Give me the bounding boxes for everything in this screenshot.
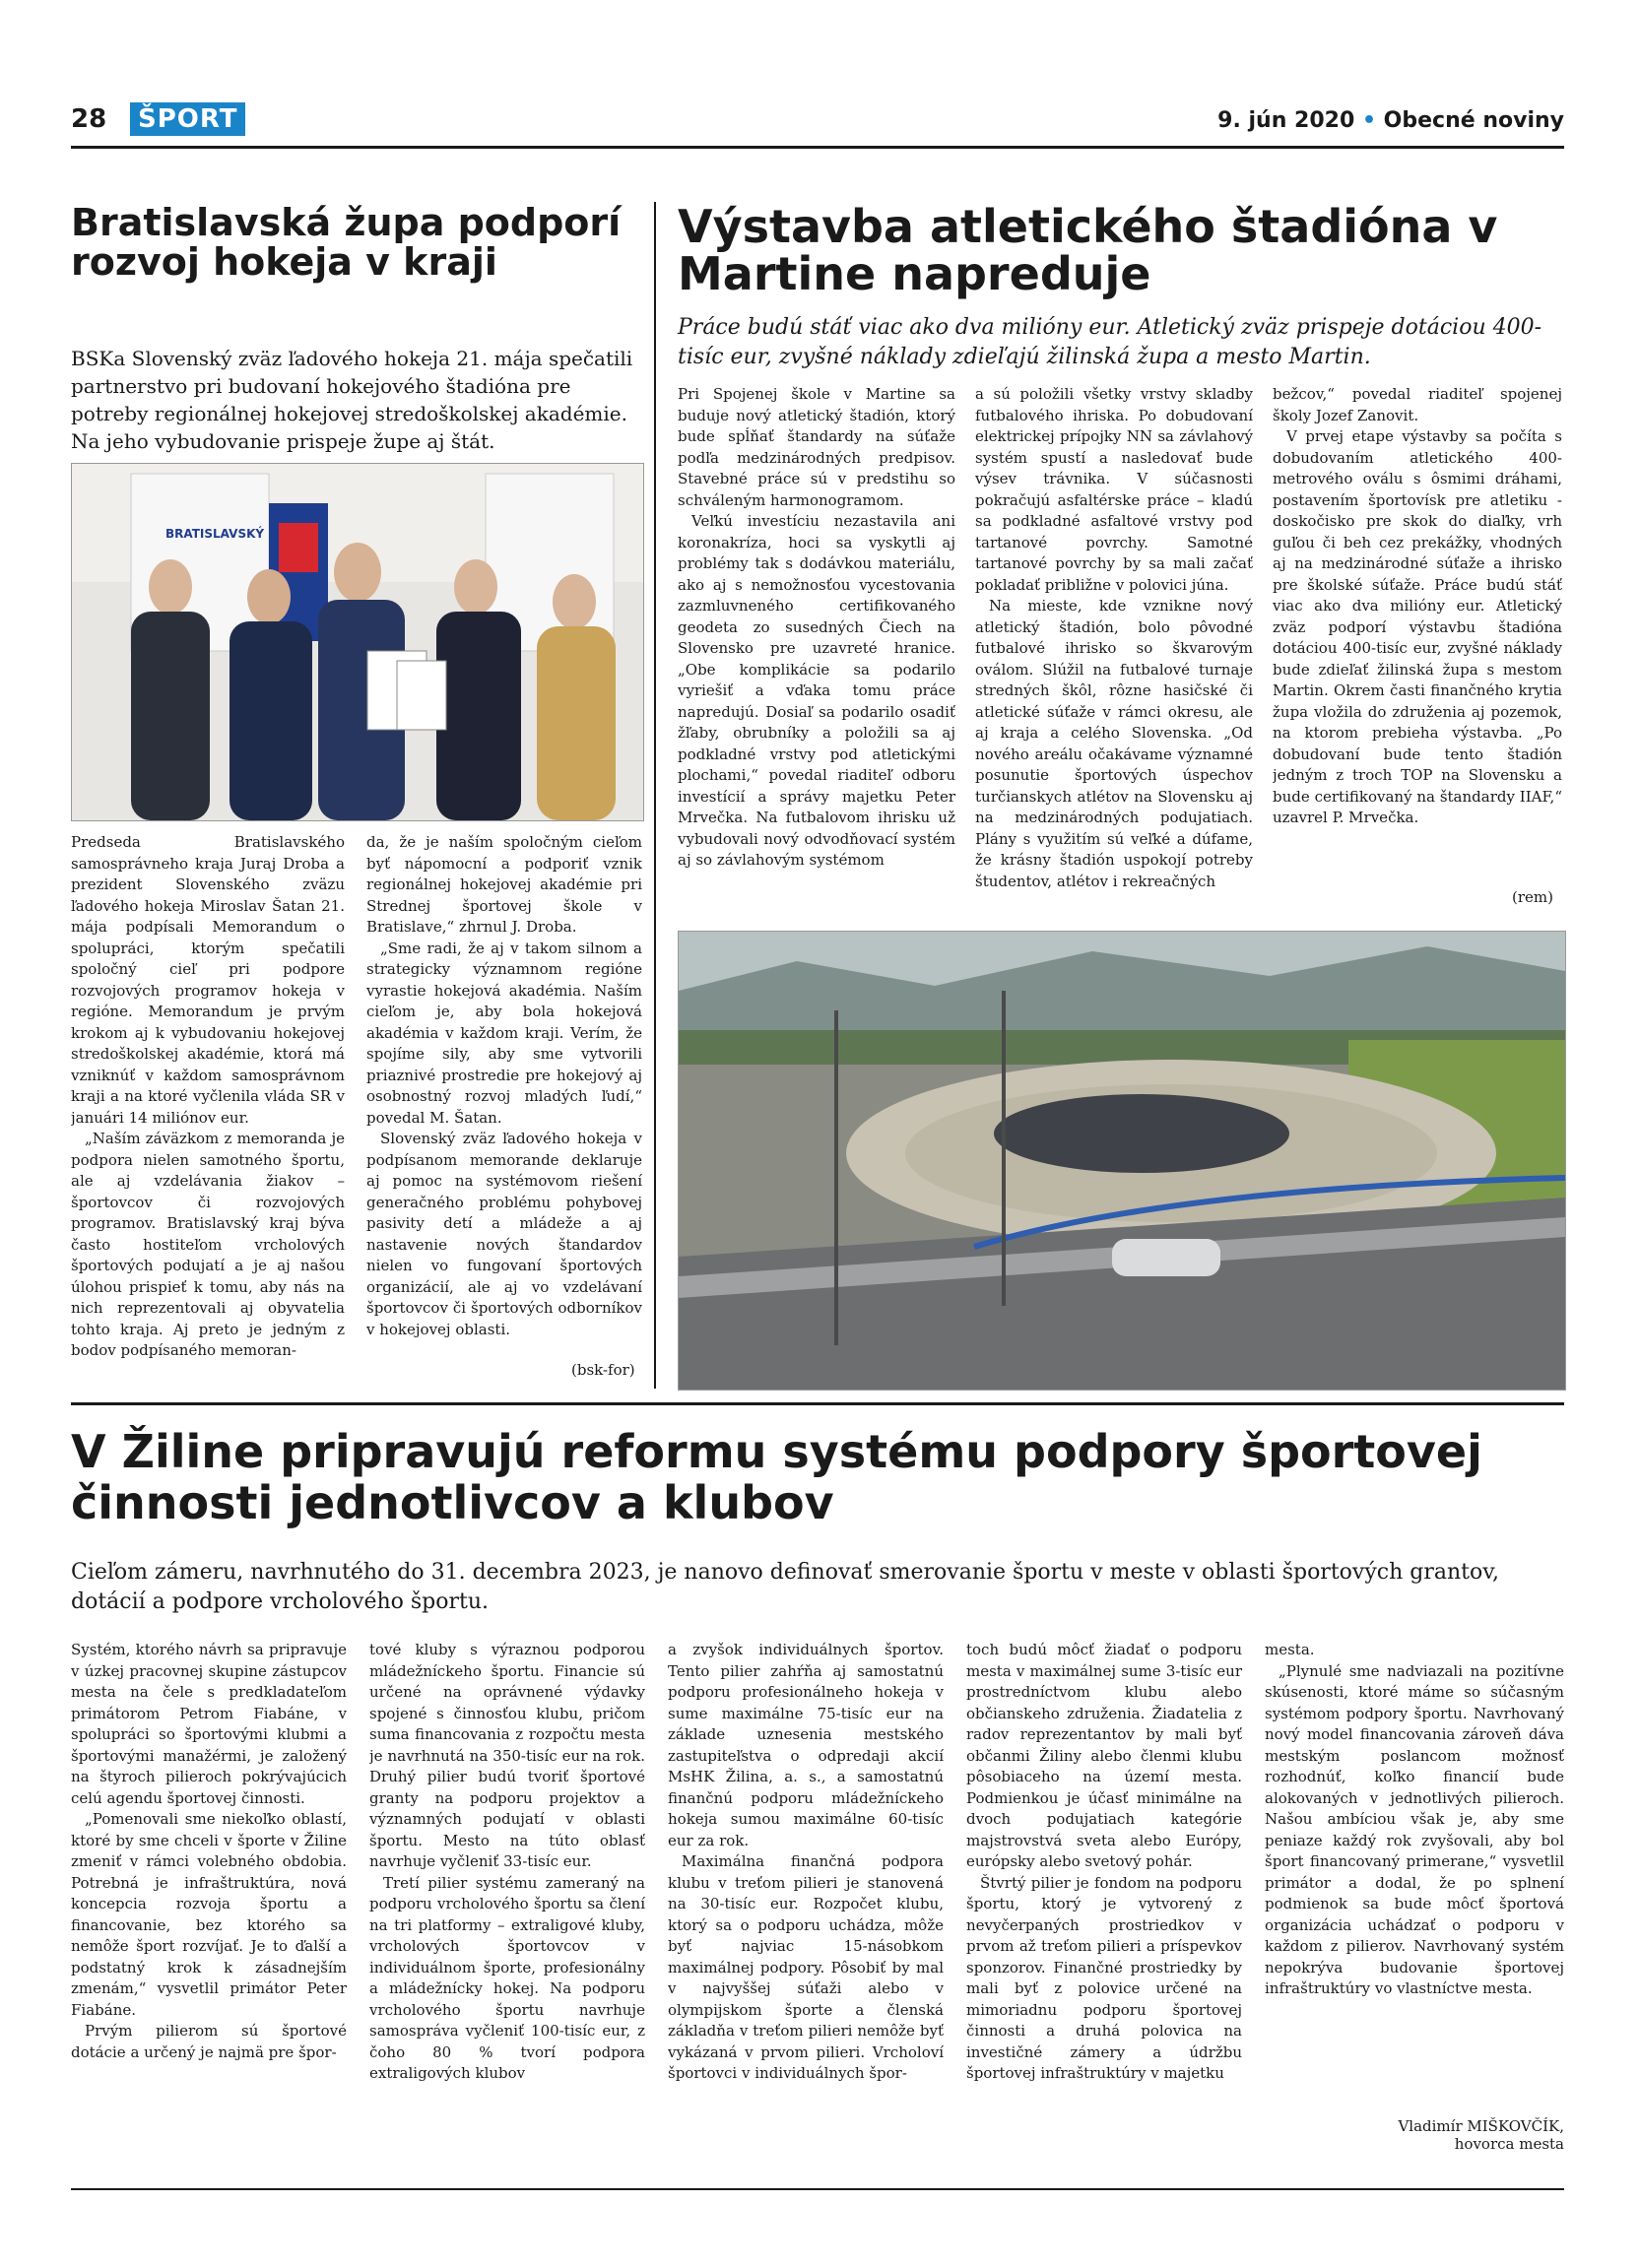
column-divider	[654, 202, 656, 1389]
paragraph: Systém, ktorého návrh sa pripravuje v úzkej pracovnej skupine zástupcov mesta na čele s predkladateľom primátorom Petrom Fiabáne, v spolupráci so športovými klubmi a športovými manažérmi, je založený na štyroch pilieroch pokrývajúcich celú agendu športovej činnosti.	[71, 1641, 347, 1807]
author-role: hovorca mesta	[1454, 2135, 1564, 2153]
page-header	[71, 102, 1564, 148]
article2-column-1	[678, 384, 955, 916]
article3-column-3	[668, 1640, 944, 2181]
author-name: Vladimír MIŠKOVČÍK,	[1398, 2117, 1564, 2135]
issue-info	[1217, 108, 1564, 133]
paragraph: Predseda Bratislavského samosprávneho kraja Juraj Droba a prezident Slovenského zväzu ľadového hokeja Miroslav Šatan 21. mája podpísali Memorandum o spolupráci, ktorým spečatili spoločný cieľ pri podpore rozvojových programov hokeja v regióne. Memorandum je prvým krokom aj k vybudovaniu hokejovej stredoškolskej akadémie, ktorá má vzniknúť v každom samosprávnom kraji a na ktoré vyčlenila vláda SR v januári 14 miliónov eur.	[71, 833, 345, 1127]
paragraph: Prvým pilierom sú športové dotácie a určený je najmä pre špor-	[71, 2022, 347, 2061]
issue-date: 9. jún 2020	[1217, 108, 1355, 133]
paragraph: tové kluby s výraznou podporou mládežníckeho športu. Financie sú určené na oprávnené výdavky spojené s činnosťou klubu, pričom suma financovania z rozpočtu mesta je navrhnutá na 350-tisíc eur na rok. Druhý pilier budú tvoriť športové granty na podporu projektov a významných podujatí v oblasti športu. Mesto na túto oblasť navrhuje vyčleniť 33-tisíc eur.	[369, 1641, 645, 1870]
paragraph: V prvej etape výstavby sa počíta s dobudovaním atletického 400-metrového oválu s ôsmimi dráhami, postavením športovísk pre atletiku - doskočisko pre skok do diaľky, vrh guľou či beh cez prekážky, vhodných aj na medzinárodné súťaže a ihrisko pre školské súťaže. Práce budú stáť viac ako dva milióny eur. Atletický zväz podporí výstavbu štadióna dotáciou 400-tisíc eur, zvyšné náklady bude zdieľať žilinská župa s mestom Martin. Okrem časti finančného krytia župa vložila do združenia aj pozemok, na ktorom prebieha výstavba. „Po dobudovaní bude tento štadión jedným z troch TOP na Slovensku a bude certifikovaný na štandardy IIAF,“ uzavrel P. Mrvečka.	[1273, 427, 1562, 826]
page-number: 28	[71, 104, 107, 134]
article-bratislava	[71, 203, 623, 282]
article3-column-5	[1265, 1640, 1564, 2112]
article-lead: Cieľom zámeru, navrhnutého do 31. decembra 2023, je nanovo definovať smerovanie športu v meste v oblasti športových grantov, dotácií a podpore vrcholového športu.	[71, 1560, 1500, 1614]
separator-dot: •	[1361, 108, 1376, 133]
paragraph: „Pomenovali sme niekoľko oblastí, ktoré by sme chceli v športe v Žiline zmeniť v rámci volebného obdobia. Potrebná je infraštruktúra, nová koncepcia rozvoja športu a financovanie, bez ktorého sa nemôže šport rozvíjať. Je to ďalší a podstatný krok k zásadnejším zmenám,“ vysvetlil primátor Peter Fiabáne.	[71, 1810, 347, 2019]
article2-column-3	[1273, 384, 1562, 881]
article-title: Bratislavská župa podporí rozvoj hokeja v kraji	[71, 201, 622, 284]
article3-column-4	[966, 1640, 1242, 2181]
article2-column-2	[975, 384, 1253, 916]
header-rule	[71, 146, 1564, 149]
article-lead: Práce budú stáť viac ako dva milióny eur. Atletický zväz prispeje dotáciou 400-tisíc eur, zvyšné náklady zdieľajú žilinská župa a mesto Martin.	[678, 315, 1542, 369]
photo-banner-text: BRATISLAVSKÝ	[165, 527, 265, 541]
paragraph: da, že je naším spoločným cieľom byť nápomocní a podporiť vznik regionálnej hokejovej akadémie pri Strednej športovej škole v Bratislave,“ zhrnul J. Droba.	[366, 833, 642, 936]
article-zilina	[71, 1426, 1564, 1528]
paragraph: „Sme radi, že aj v takom silnom a strategicky významnom regióne vyrastie hokejová akadémia. Naším cieľom je, aby bola hokejová akadémia v každom kraji. Verím, že spojíme sily, aby sme vytvorili priaznivé prostredie pre hokejový aj osobnostný rozvoj mladých ľudí,“ povedal M. Šatan.	[366, 939, 642, 1127]
article1-column-2	[366, 832, 642, 1384]
article-title: V Žiline pripravujú reformu systému podpory športovej činnosti jednotlivcov a klubov	[71, 1425, 1482, 1529]
section-label: ŠPORT	[130, 102, 245, 136]
paragraph: a zvyšok individuálnych športov. Tento pilier zahŕňa aj samostatnú podporu profesionálneho hokeja v sume maximálne 75-tisíc eur na základe uznesenia mestského zastupiteľstva o odpredaji akcií MsHK Žilina, a. s., a samostatnú finančnú podporu mládežníckeho hokeja sumou maximálne 60-tisíc eur za rok.	[668, 1641, 944, 1849]
paragraph: a sú položili všetky vrstvy skladby futbalového ihriska. Po dobudovaní elektrickej prípojky NN sa závlahový systém spustí a nasledovať bude výsev trávnika. V súčasnosti pokračujú asfaltérske práce – kladú sa podkladné asfaltové vrstvy pod tartanové povrchy. Samotné tartanové povrchy by sa mali začať pokladať približne v polovici júna.	[975, 385, 1253, 594]
paragraph: Maximálna finančná podpora klubu v treťom pilieri je stanovená na 30-tisíc eur. Rozpočet klubu, ktorý sa o podporu uchádza, môže byť najviac 15-násobkom maximálnej podpory. Pôsobiť by mal v najvyššej súťaži alebo v olympijskom športe a členská základňa v treťom pilieri nemôže byť vykázaná v prvom pilieri. Vrcholoví športovci v individuálnych špor-	[668, 1852, 944, 2082]
paragraph: mesta.	[1265, 1641, 1315, 1658]
photo-signing	[71, 463, 644, 821]
article3-column-1	[71, 1640, 347, 2181]
paragraph: „Plynulé sme nadviazali na pozitívne skúsenosti, ktoré máme so súčasným systémom podpory športu. Navrhovaný nový model financovania zároveň dáva mestským poslancom možnosť rozhodnúť, koľko financií bude alokovaných v jednotlivých pilieroch. Našou ambíciou však je, aby sme peniaze každý rok zvyšovali, aby bol šport financovaný primerane,“ vysvetlil primátor a dodal, že po splnení podmienok sa bude môcť športová organizácia uchádzať o podporu v každom z pilierov. Navrhovaný systém nepokrýva budovanie športovej infraštruktúry vo vlastníctve mesta.	[1265, 1661, 1564, 1997]
article2-credit: (rem)	[1512, 888, 1553, 906]
footer-rule	[71, 2188, 1564, 2190]
photo-signing-graphic	[72, 464, 643, 820]
article-title: Výstavba atletického štadióna v Martine napreduje	[678, 200, 1498, 300]
paragraph: toch budú môcť žiadať o podporu mesta v maximálnej sume 3-tisíc eur prostredníctvom klubu alebo občianskeho združenia. Žiadatelia z radov reprezentantov by mali byť občanmi Žiliny alebo členmi klubu pôsobiaceho na území mesta. Podmienkou je účasť minimálne na dvoch podujatiach kategórie majstrovstvá sveta alebo Európy, európsky alebo svetový pohár.	[966, 1641, 1242, 1870]
paragraph: Slovenský zväz ľadového hokeja v podpísanom memorande deklaruje aj pomoc na systémovom riešení generačného problému pohybovej pasivity detí a mládeže a aj nastavenie nových štandardov nielen vo fungovaní športových organizácií, ale aj vo vzdelávaní športovcov či športových odborníkov v hokejovej oblasti.	[366, 1130, 642, 1338]
paragraph: „Naším záväzkom z memoranda je podpora nielen samotného športu, ale aj vzdelávania žiakov – športovcov či rozvojových programov. Bratislavský kraj býva často hostiteľom vrcholových športových podujatí a je aj našou úlohou prispieť k tomu, aby nás na nich reprezentovali aj obyvatelia tohto kraja. Aj preto je jedným z bodov podpísaného memoran-	[71, 1130, 345, 1359]
section-rule	[71, 1402, 1564, 1405]
article3-author	[1265, 2117, 1564, 2153]
paragraph: Na mieste, kde vznikne nový atletický štadión, bolo pôvodné futbalové ihrisko so škvarovým oválom. Slúžil na futbalové turnaje stredných škôl, rôzne hasičské či atletické súťaže v rámci okresu, ale aj kraja a celého Slovenska. „Od nového areálu očakávame významné posunutie športových úspechov turčianskych atlétov na Slovensku aj na medzinárodných podujatiach. Plány s využitím sú veľké a dúfame, že krásny štadión uspokojí potreby študentov, atlétov i rekreačných	[975, 597, 1253, 890]
paragraph: Veľkú investíciu nezastavila ani koronakríza, hoci sa vyskytli aj problémy tak s dodávkou materiálu, ako aj s nemožnosťou vycestovania zazmluvneného certifikovaného geodeta zo susedných Čiech na Slovensko pre uzavreté hranice. „Obe komplikácie sa podarilo vyriešiť a vďaka tomu práce napredujú. Dosiaľ sa podarilo osadiť žľaby, obrubníky a položili sa aj podkladné vrstvy pod atletickými plochami,“ povedal riaditeľ odboru investícií a správy majetku Peter Mrvečka. Na futbalovom ihrisku už vybudovali nový odvodňovací systém aj so závlahovým systémom	[678, 512, 955, 869]
article3-column-2	[369, 1640, 645, 2181]
paragraph: Štvrtý pilier je fondom na podporu športu, ktorý je vytvorený z nevyčerpaných prostriedkov v prvom až treťom pilieri a príspevkov sponzorov. Finančné prostriedky by mali byť z polovice určené na mimoriadnu podporu športovej činnosti a druhá polovica na investičné zámery a údržbu športovej infraštruktúry v majetku	[966, 1873, 1242, 2082]
article-martin	[678, 200, 1564, 300]
article1-credit: (bsk-for)	[571, 1361, 635, 1379]
article-lead: BSKa Slovenský zväz ľadového hokeja 21. mája spečatili partnerstvo pri budovaní hokejového štadióna pre potreby regionálnej hokejovej stredoškolskej akadémie. Na jeho vybudovanie prispeje župe aj štát.	[71, 347, 633, 453]
paragraph: bežcov,“ povedal riaditeľ spojenej školy Jozef Zanovit.	[1273, 385, 1562, 424]
article1-column-1	[71, 832, 345, 1384]
publication-name: Obecné noviny	[1383, 108, 1564, 133]
paragraph: Pri Spojenej škole v Martine sa buduje nový atletický štadión, ktorý bude spĺňať štandardy na súťaže podľa medzinárodných predpisov. Stavebné práce sú v predstihu so schváleným harmonogramom.	[678, 385, 955, 509]
photo-stadium-graphic	[679, 932, 1565, 1390]
paragraph: Tretí pilier systému zameraný na podporu vrcholového športu sa člení na tri platformy – extraligové kluby, vrcholových športovcov v individuálnom športe, profesionálny a mládežnícky hokej. Na podporu vrcholového športu navrhuje samospráva vyčleniť 100-tisíc eur, z čoho 80 % tvorí podpora extraligových klubov	[369, 1873, 645, 2082]
photo-stadium	[678, 931, 1566, 1391]
